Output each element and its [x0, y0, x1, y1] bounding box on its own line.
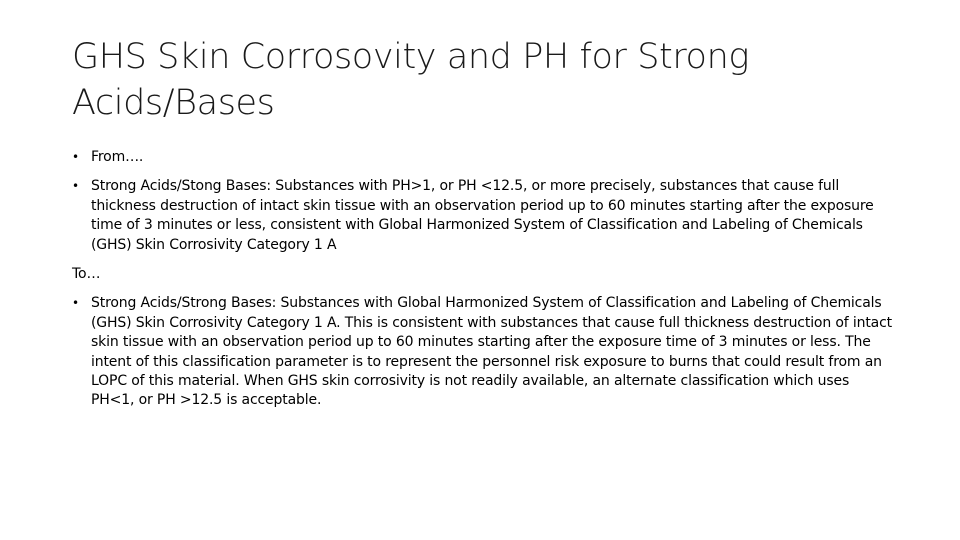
- bullet-new-definition: [72, 294, 892, 410]
- title-line-2: Acids/Bases: [72, 83, 275, 123]
- bullet-dot: •: [72, 179, 79, 194]
- slide-body: [72, 148, 892, 421]
- bullet-dot: •: [72, 296, 79, 311]
- bullet-old-definition: [72, 177, 892, 255]
- bullet-dot: •: [72, 150, 79, 164]
- bullet-from: [72, 148, 892, 167]
- bullet-from-text: From….: [91, 149, 144, 165]
- to-label: To…: [72, 266, 101, 283]
- bullet-new-definition-text: Strong Acids/Strong Bases: Substances with Global Harmonized System of Classification and Labeling of Chemicals (GHS) Skin Corrosivity Category 1 A. This is consistent with substances that cause full thickness destruction of intact skin tissue with an observation period up to 60 minutes starting after the exposure time of 3 minutes or less. The intent of this classification parameter is to represent the personnel risk exposure to burns that could result from an LOPC of this material. When GHS skin corrosivity is not readily available, an alternate classification which uses PH<1, or PH >12.5 is acceptable.: [91, 295, 892, 409]
- bullet-old-definition-text: Strong Acids/Stong Bases: Substances with PH>1, or PH <12.5, or more precisely, substances that cause full thickness destruction of intact skin tissue with an observation period up to 60 minutes starting after the exposure time of 3 minutes or less, consistent with Global Harmonized System of Classification and Labeling of Chemicals (GHS) Skin Corrosivity Category 1 A: [91, 178, 874, 253]
- slide-title: [72, 34, 872, 126]
- title-line-1: GHS Skin Corrosovity and PH for Strong: [72, 37, 749, 77]
